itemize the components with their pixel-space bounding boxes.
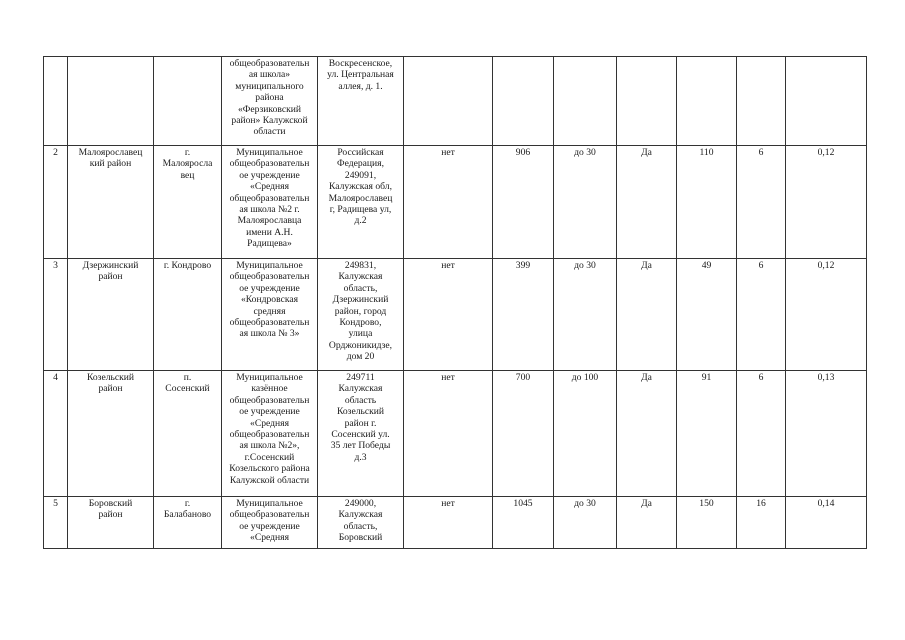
cell-institution: Муниципальное казённое общеобразовательн ое учреждение «Средняя общеобразовательн ая школа №2», г.Сосенский Козельского района Калужской области xyxy=(222,371,318,497)
cell-col9: Да xyxy=(617,146,677,259)
cell-institution: Муниципальное общеобразовательн ое учреждение «Кондровская средняя общеобразовательн ая школа № 3» xyxy=(222,259,318,371)
cell-institution: Муниципальное общеобразовательн ое учреждение «Средняя xyxy=(222,497,318,549)
table-row xyxy=(44,371,867,497)
cell-col7: 1045 xyxy=(493,497,554,549)
cell-number: 5 xyxy=(44,497,68,549)
cell-col7: 906 xyxy=(493,146,554,259)
cell-district: Дзержинский район xyxy=(68,259,154,371)
cell-address: 249711 Калужская область Козельский район г. Сосенский ул. 35 лет Победы д.3 xyxy=(318,371,404,497)
cell-col6: нет xyxy=(404,497,493,549)
cell-col6: нет xyxy=(404,146,493,259)
cell-col12: 0,12 xyxy=(786,259,867,371)
cell-col10 xyxy=(677,57,737,146)
cell-col11: 6 xyxy=(737,259,786,371)
cell-locality xyxy=(154,57,222,146)
cell-locality: г. Малояросла вец xyxy=(154,146,222,259)
cell-district: Козельский район xyxy=(68,371,154,497)
cell-locality: г. Кондрово xyxy=(154,259,222,371)
cell-address: 249831, Калужская область, Дзержинский район, город Кондрово, улица Орджоникидзе, дом 20 xyxy=(318,259,404,371)
cell-institution: общеобразовательн ая школа» муниципального района «Ферзиковский район» Калужской области xyxy=(222,57,318,146)
cell-col12: 0,14 xyxy=(786,497,867,549)
cell-address: 249000, Калужская область, Боровский xyxy=(318,497,404,549)
cell-col11: 6 xyxy=(737,371,786,497)
institutions-table xyxy=(43,56,867,549)
cell-col6: нет xyxy=(404,371,493,497)
cell-col12: 0,12 xyxy=(786,146,867,259)
table-row xyxy=(44,259,867,371)
cell-locality: п. Сосенский xyxy=(154,371,222,497)
cell-address: Воскресенское, ул. Центральная аллея, д. 1. xyxy=(318,57,404,146)
cell-col10: 110 xyxy=(677,146,737,259)
cell-col8 xyxy=(554,57,617,146)
cell-col8: до 30 xyxy=(554,497,617,549)
cell-col10: 49 xyxy=(677,259,737,371)
table-body xyxy=(44,57,867,549)
cell-col12: 0,13 xyxy=(786,371,867,497)
cell-col12 xyxy=(786,57,867,146)
cell-district xyxy=(68,57,154,146)
cell-number xyxy=(44,57,68,146)
cell-col10: 91 xyxy=(677,371,737,497)
table-row xyxy=(44,57,867,146)
cell-col9: Да xyxy=(617,371,677,497)
cell-col9: Да xyxy=(617,259,677,371)
cell-col11: 16 xyxy=(737,497,786,549)
cell-col10: 150 xyxy=(677,497,737,549)
table-row xyxy=(44,497,867,549)
cell-col9 xyxy=(617,57,677,146)
cell-col11 xyxy=(737,57,786,146)
cell-district: Боровский район xyxy=(68,497,154,549)
cell-locality: г. Балабаново xyxy=(154,497,222,549)
cell-col11: 6 xyxy=(737,146,786,259)
cell-col7 xyxy=(493,57,554,146)
cell-col7: 399 xyxy=(493,259,554,371)
cell-col7: 700 xyxy=(493,371,554,497)
cell-col6 xyxy=(404,57,493,146)
cell-col9: Да xyxy=(617,497,677,549)
cell-col8: до 30 xyxy=(554,146,617,259)
cell-number: 4 xyxy=(44,371,68,497)
cell-institution: Муниципальное общеобразовательн ое учреждение «Средняя общеобразовательн ая школа №2 г. Малоярославца имени А.Н. Радищева» xyxy=(222,146,318,259)
cell-address: Российская Федерация, 249091, Калужская обл, Малоярославец г, Радищева ул, д.2 xyxy=(318,146,404,259)
cell-number: 3 xyxy=(44,259,68,371)
cell-col8: до 100 xyxy=(554,371,617,497)
cell-col6: нет xyxy=(404,259,493,371)
cell-district: Малоярославец кий район xyxy=(68,146,154,259)
cell-col8: до 30 xyxy=(554,259,617,371)
table-row xyxy=(44,146,867,259)
cell-number: 2 xyxy=(44,146,68,259)
